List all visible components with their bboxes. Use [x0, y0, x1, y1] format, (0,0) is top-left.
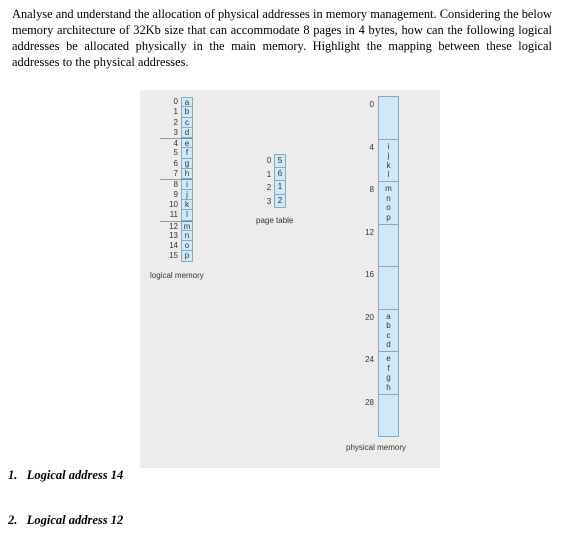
- logical-memory-row: [160, 118, 193, 128]
- logical-memory-cell: e: [181, 138, 193, 148]
- logical-address: 7: [173, 169, 178, 179]
- logical-memory-row: [160, 148, 193, 158]
- logical-memory-row: [160, 231, 193, 241]
- logical-memory-cell: n: [181, 231, 193, 241]
- physical-memory-cell: p: [386, 212, 391, 222]
- page-table-row: [264, 195, 286, 209]
- physical-address-label: 28: [365, 397, 374, 407]
- logical-address: 0: [173, 97, 178, 106]
- page-number: 0: [266, 156, 272, 165]
- logical-memory-row: [160, 169, 193, 179]
- logical-address: 15: [169, 251, 178, 261]
- logical-memory-row: [160, 128, 193, 138]
- question-text: Analyse and understand the allocation of physical addresses in memory management. Considering the below memory architecture of 32Kb size that can accommodate 8 pages in 4 bytes, how can the following logical addresses be allocated physically in the main memory. Highlight the mapping between these logical addresses to the physical addresses.: [12, 7, 552, 69]
- logical-memory-cell: j: [181, 190, 193, 200]
- frame-divider: [378, 139, 399, 140]
- page-number: 2: [266, 183, 272, 192]
- physical-memory-cell: i: [387, 141, 390, 151]
- physical-memory-cell: a: [386, 311, 391, 321]
- physical-memory-cell: c: [386, 330, 391, 340]
- physical-address-label: 16: [365, 270, 374, 279]
- frame-divider: [378, 351, 399, 352]
- physical-memory-cell: n: [386, 193, 391, 203]
- physical-address-label: 20: [365, 312, 374, 322]
- logical-memory-table: [160, 97, 193, 262]
- physical-address-label: 4: [369, 142, 374, 152]
- logical-memory-row: [160, 179, 193, 189]
- list-item-number: 1.: [8, 468, 18, 482]
- frame-number: 5: [274, 154, 286, 168]
- physical-memory-column: [378, 96, 399, 437]
- physical-memory-cell: m: [385, 184, 392, 193]
- logical-memory-row: [160, 107, 193, 117]
- frame-divider: [378, 224, 399, 225]
- logical-memory-cell: k: [181, 200, 193, 210]
- physical-memory-cell: o: [386, 203, 391, 212]
- logical-address: 4: [160, 138, 181, 148]
- logical-memory-cell: d: [181, 128, 193, 138]
- logical-memory-cell: m: [181, 221, 193, 231]
- memory-diagram: [140, 90, 440, 468]
- physical-memory-cell: k: [386, 160, 391, 170]
- list-item-2: [8, 513, 123, 528]
- logical-memory-cell: i: [181, 179, 193, 189]
- logical-memory-row: [160, 241, 193, 251]
- page-table-row: [264, 154, 286, 168]
- frame-divider: [378, 309, 399, 310]
- frame-number: 2: [274, 195, 286, 209]
- logical-memory-cell: a: [181, 97, 193, 107]
- logical-memory-row: [160, 251, 193, 261]
- logical-memory-row: [160, 138, 193, 148]
- list-item-text: Logical address 12: [26, 513, 124, 527]
- logical-memory-cell: c: [181, 118, 193, 128]
- logical-address: 14: [169, 241, 178, 251]
- page-number: 1: [266, 169, 272, 179]
- list-item-text: Logical address 14: [26, 468, 124, 482]
- physical-memory-cell: h: [386, 382, 391, 392]
- logical-memory-cell: b: [181, 107, 193, 117]
- logical-memory-row: [160, 190, 193, 200]
- physical-address-label: 8: [369, 185, 374, 194]
- frame-divider: [378, 181, 399, 182]
- logical-address: 9: [173, 189, 178, 199]
- list-item-number: 2.: [8, 513, 18, 527]
- logical-address: 5: [173, 148, 178, 158]
- page-table: [264, 154, 286, 208]
- logical-address: 1: [173, 107, 178, 117]
- logical-address: 6: [173, 158, 178, 168]
- logical-memory-row: [160, 221, 193, 231]
- logical-address: 10: [169, 199, 178, 209]
- frame-divider: [378, 394, 399, 395]
- logical-address: 8: [160, 179, 181, 189]
- frame-number: 1: [274, 181, 286, 195]
- physical-memory-cell: d: [386, 340, 391, 349]
- logical-memory-cell: h: [181, 169, 193, 179]
- frame-number: 6: [274, 168, 286, 182]
- logical-memory-row: [160, 210, 193, 220]
- physical-memory-label: physical memory: [346, 443, 407, 452]
- logical-memory-label: logical memory: [150, 271, 204, 280]
- frame-divider: [378, 266, 399, 267]
- logical-address: 12: [160, 221, 181, 231]
- logical-address: 2: [173, 117, 178, 127]
- page-table-row: [264, 181, 286, 195]
- logical-address: 11: [169, 210, 178, 220]
- logical-memory-cell: g: [181, 159, 193, 169]
- logical-memory-row: [160, 159, 193, 169]
- list-item-1: [8, 468, 123, 483]
- logical-address: 13: [169, 230, 178, 240]
- logical-memory-cell: l: [181, 210, 193, 220]
- physical-memory-cell: b: [386, 321, 391, 330]
- logical-memory-cell: o: [181, 241, 193, 251]
- physical-memory-cell: l: [387, 170, 390, 179]
- physical-address-label: 24: [365, 355, 374, 364]
- logical-memory-cell: f: [181, 148, 193, 158]
- physical-memory-cell: j: [387, 151, 390, 160]
- logical-address: 3: [173, 127, 178, 137]
- page-number: 3: [266, 196, 272, 206]
- page-table-row: [264, 168, 286, 182]
- logical-memory-row: [160, 200, 193, 210]
- physical-memory-cell: f: [387, 363, 390, 373]
- logical-memory-row: [160, 97, 193, 107]
- page-table-label: page table: [256, 216, 294, 225]
- physical-address-label: 12: [365, 227, 374, 237]
- physical-memory-cell: g: [386, 373, 391, 382]
- physical-memory-cell: e: [386, 354, 391, 363]
- physical-address-label: 0: [369, 100, 374, 109]
- logical-memory-cell: p: [181, 251, 193, 261]
